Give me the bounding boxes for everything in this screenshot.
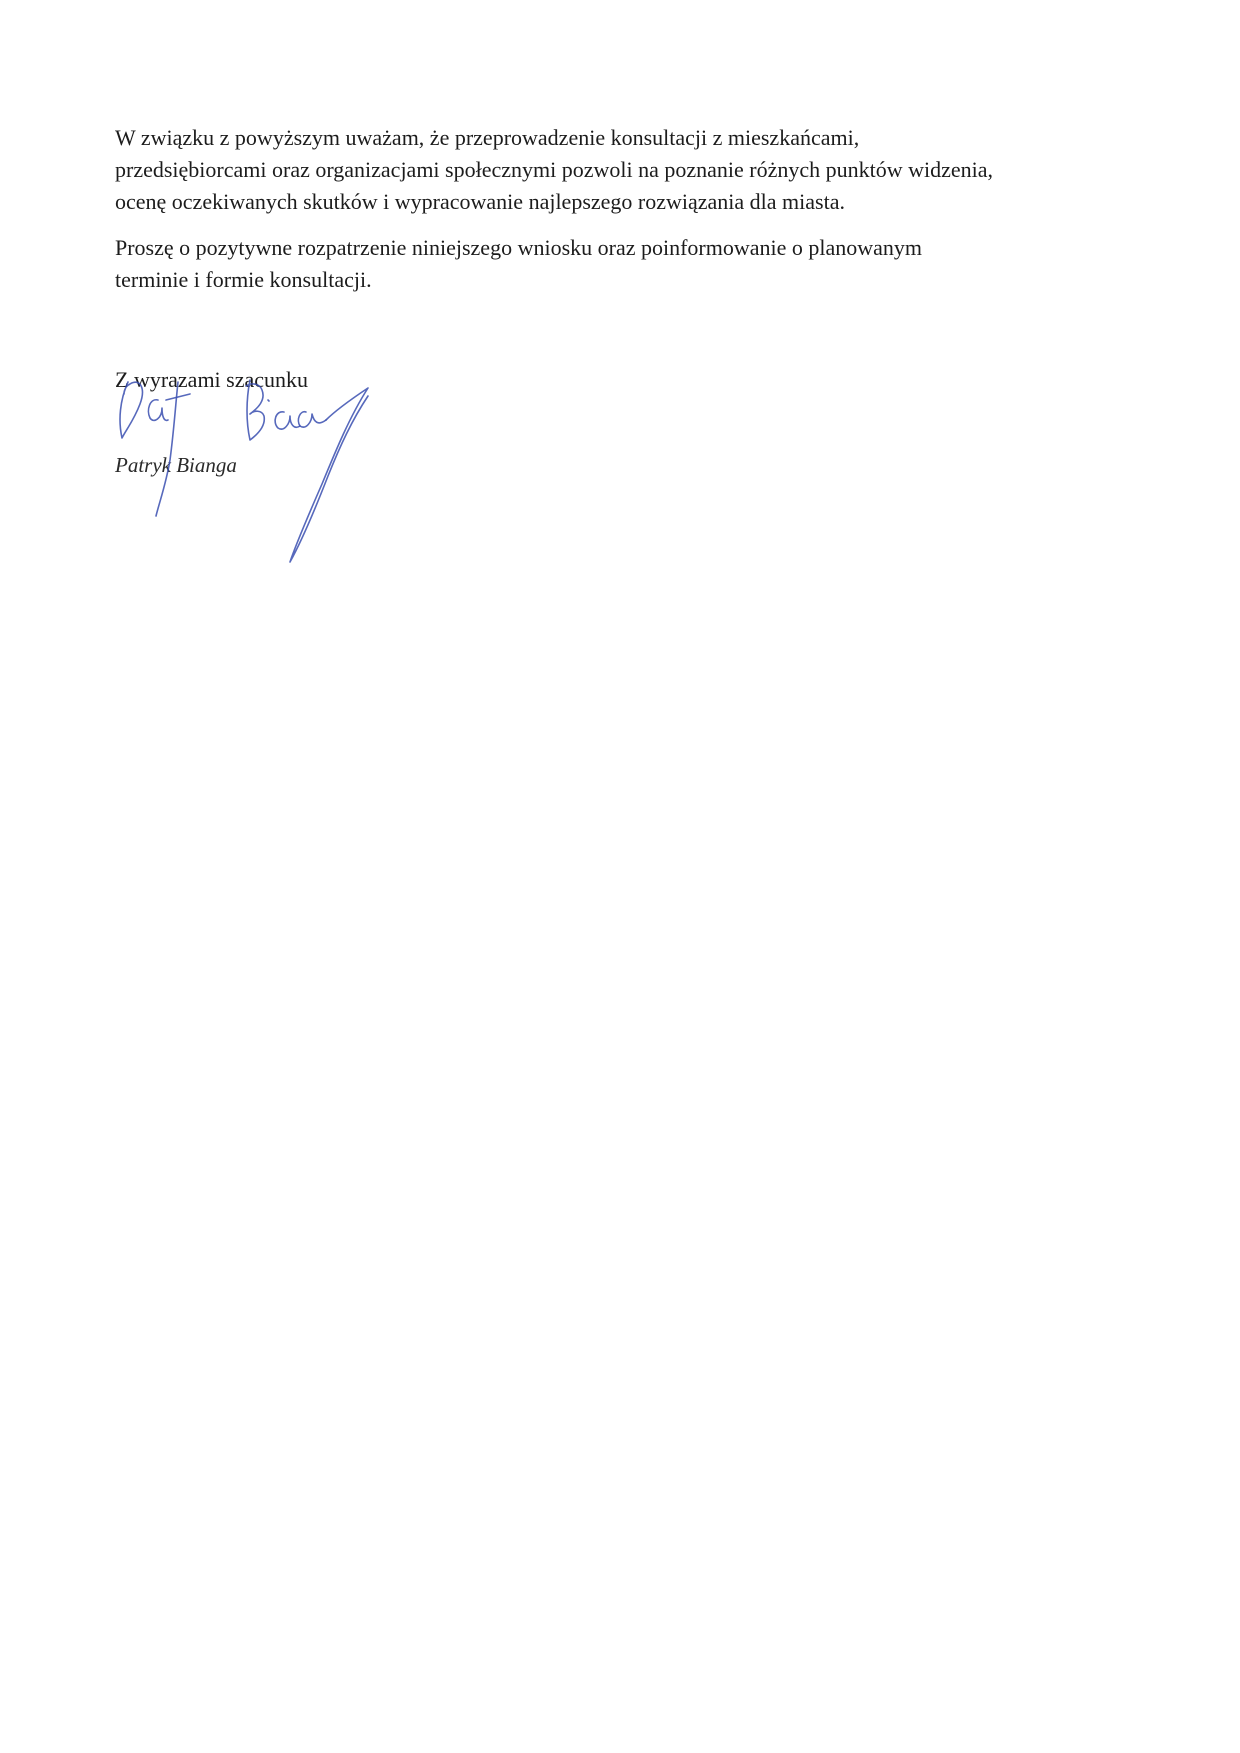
paragraph-1 [115, 122, 1145, 218]
paragraph-2 [115, 232, 1145, 296]
paragraph-line: ocenę oczekiwanych skutków i wypracowanie najlepszego rozwiązania dla miasta. [115, 189, 845, 214]
paragraph-line: terminie i formie konsultacji. [115, 267, 372, 292]
paragraph-line: przedsiębiorcami oraz organizacjami społecznymi pozwoli na poznanie różnych punktów widzenia, [115, 157, 994, 182]
closing-salutation: Z wyrazami szacunku [115, 367, 309, 392]
signer-name: Patryk Bianga [115, 453, 237, 477]
paragraph-line: Proszę o pozytywne rozpatrzenie niniejszego wniosku oraz poinformowanie o planowanym [115, 235, 923, 260]
paragraph-line: W związku z powyższym uważam, że przeprowadzenie konsultacji z mieszkańcami, [115, 125, 860, 150]
